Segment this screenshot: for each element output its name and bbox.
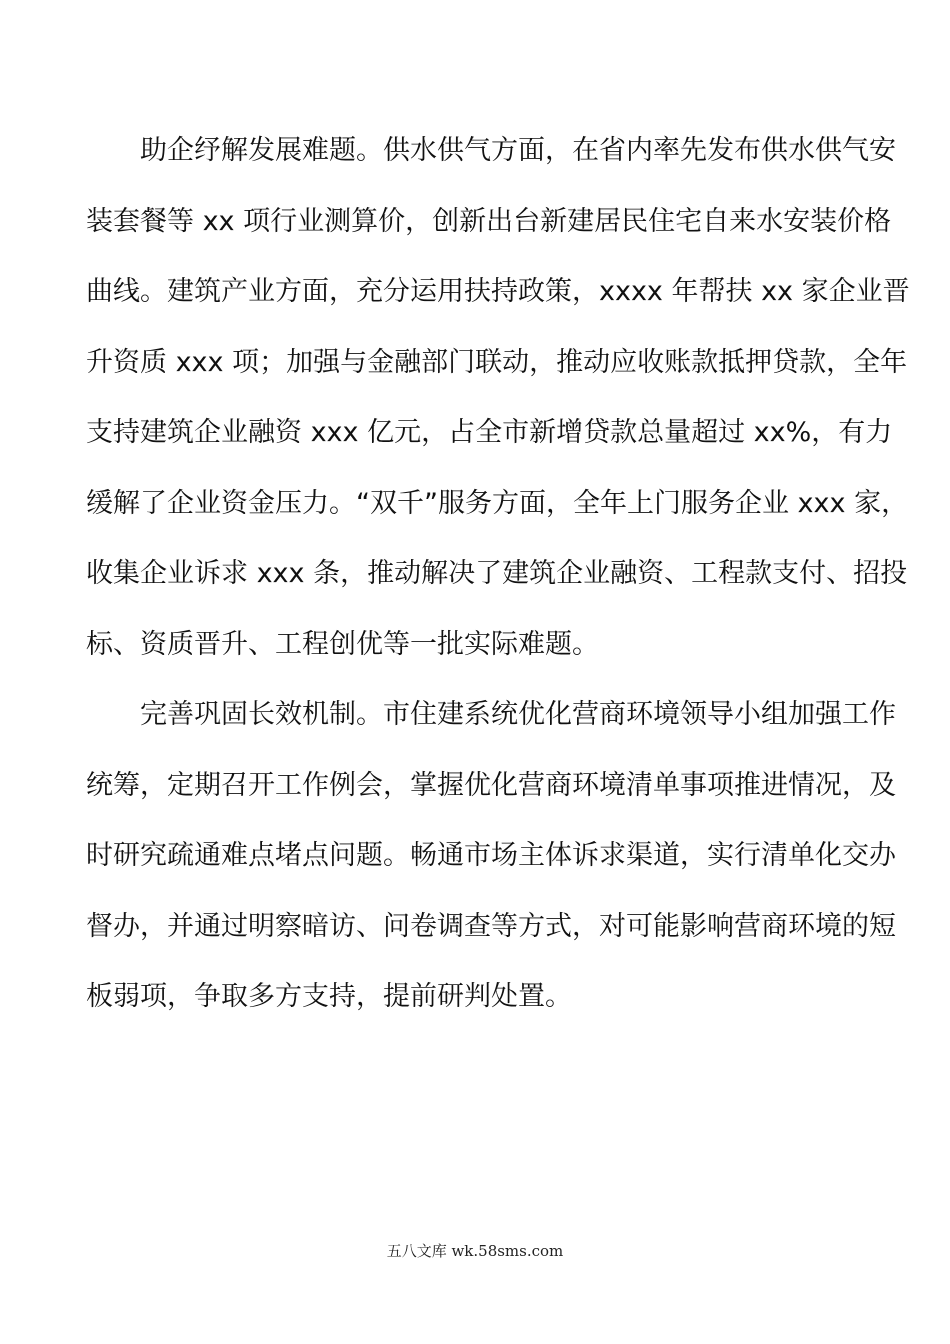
paragraph-line: 支持建筑企业融资 xxx 亿元，占全市新增贷款总量超过 xx%，有力 <box>86 417 893 448</box>
paragraph-line: 督办，并通过明察暗访、问卷调查等方式，对可能影响营商环境的短 <box>86 910 896 942</box>
paragraph-line: 曲线。建筑产业方面，充分运用扶持政策，xxxx 年帮扶 xx 家企业晋 <box>86 276 910 307</box>
document-body <box>86 128 910 1045</box>
paragraph-line: 时研究疏通难点堵点问题。畅通市场主体诉求渠道，实行清单化交办 <box>86 840 896 871</box>
paragraph-line: 收集企业诉求 xxx 条，推动解决了建筑企业融资、工程款支付、招投 <box>86 558 908 589</box>
paragraph-line: 助企纾解发展难题。供水供气方面，在省内率先发布供水供气安 <box>86 135 896 166</box>
paragraph-2 <box>86 692 896 1045</box>
paragraph-line: 完善巩固长效机制。市住建系统优化营商环境领导小组加强工作 <box>86 699 896 730</box>
paragraph-line: 升资质 xxx 项；加强与金融部门联动，推动应收账款抵押贷款，全年 <box>86 346 908 378</box>
paragraph-line: 缓解了企业资金压力。“双千”服务方面，全年上门服务企业 xxx 家， <box>86 487 909 519</box>
page-footer: 五八文库 wk.58sms.com <box>386 1242 564 1260</box>
paragraph-1 <box>86 128 910 692</box>
paragraph-line: 板弱项，争取多方支持，提前研判处置。 <box>86 981 572 1012</box>
paragraph-line: 统筹，定期召开工作例会，掌握优化营商环境清单事项推进情况，及 <box>86 769 896 801</box>
paragraph-line: 装套餐等 xx 项行业测算价，创新出台新建居民住宅自来水安装价格 <box>86 205 892 237</box>
paragraph-line: 标、资质晋升、工程创优等一批实际难题。 <box>86 628 599 660</box>
